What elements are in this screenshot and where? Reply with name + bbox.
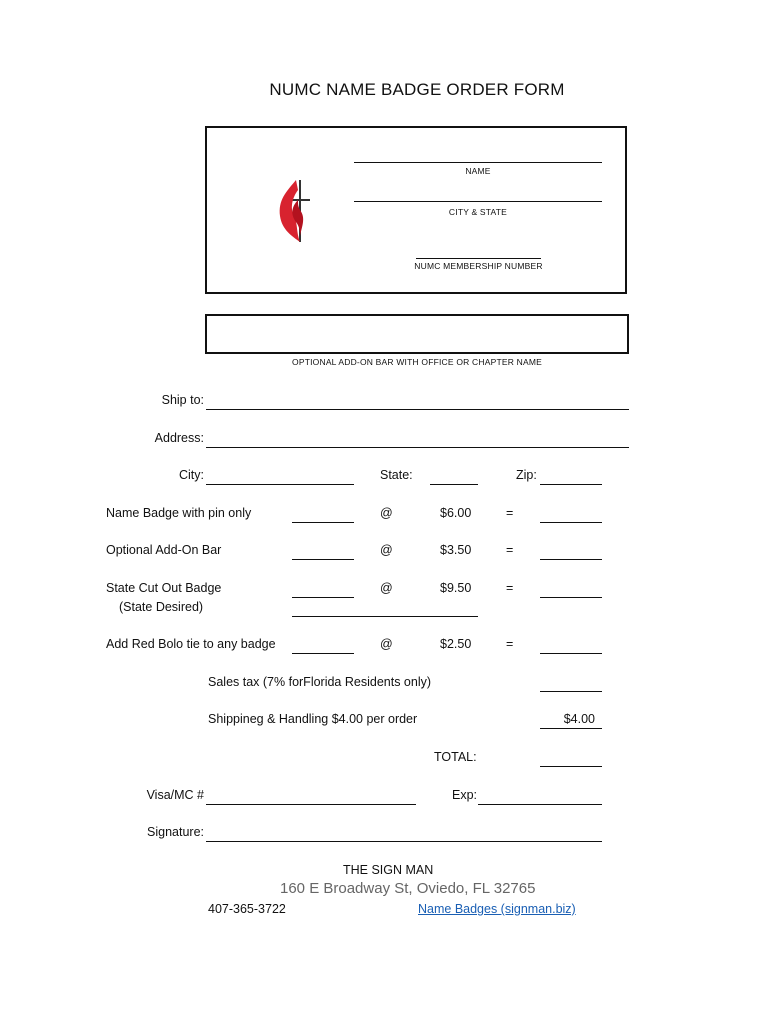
page-title: NUMC NAME BADGE ORDER FORM [269, 80, 565, 99]
item-addon-bar-price: $3.50 [440, 543, 472, 557]
cross-and-flame-logo-icon [276, 178, 318, 244]
item-addon-bar-eq: = [506, 543, 514, 557]
addon-caption: OPTIONAL ADD-ON BAR WITH OFFICE OR CHAPTER NAME [292, 357, 542, 367]
zip-label: Zip: [516, 468, 537, 482]
item-bolo-tie-label: Add Red Bolo tie to any badge [106, 637, 276, 651]
item-name-badge-price: $6.00 [440, 506, 472, 520]
name-caption: NAME [465, 166, 491, 176]
item-state-badge-label: State Cut Out Badge [106, 581, 222, 595]
address-field[interactable] [206, 447, 629, 448]
state-field[interactable] [430, 484, 478, 485]
website-link[interactable]: Name Badges (signman.biz) [418, 902, 576, 916]
addon-bar-preview [205, 314, 629, 354]
item-name-badge-total[interactable] [540, 522, 602, 523]
ship-to-field[interactable] [206, 409, 629, 410]
item-state-badge-total[interactable] [540, 597, 602, 598]
name-line [354, 162, 602, 163]
item-bolo-tie-price: $2.50 [440, 637, 472, 651]
city-field[interactable] [206, 484, 354, 485]
item-name-badge-eq: = [506, 506, 514, 520]
item-state-desired-field[interactable] [292, 616, 478, 617]
sales-tax-label: Sales tax (7% forFlorida Residents only) [208, 675, 432, 689]
item-name-badge-qty[interactable] [292, 522, 354, 523]
item-addon-bar-at: @ [380, 543, 393, 557]
state-label: State: [380, 468, 413, 482]
signature-field[interactable] [206, 841, 602, 842]
ship-to-label: Ship to: [161, 393, 204, 407]
item-name-badge-at: @ [380, 506, 393, 520]
company-address: 160 E Broadway St, Oviedo, FL 32765 [280, 880, 536, 897]
exp-field[interactable] [478, 804, 602, 805]
item-bolo-tie-eq: = [506, 637, 514, 651]
card-number-field[interactable] [206, 804, 416, 805]
item-state-badge-sublabel: (State Desired) [119, 600, 204, 614]
item-bolo-tie-total[interactable] [540, 653, 602, 654]
membership-line [416, 258, 541, 259]
city-state-line [354, 201, 602, 202]
item-state-badge-price: $9.50 [440, 581, 472, 595]
exp-label: Exp: [452, 788, 478, 802]
signature-label: Signature: [147, 825, 204, 839]
total-field[interactable] [540, 766, 602, 767]
shipping-handling-field [540, 728, 602, 729]
total-label: TOTAL: [434, 750, 477, 764]
sales-tax-field[interactable] [540, 691, 602, 692]
item-state-badge-eq: = [506, 581, 514, 595]
company-phone: 407-365-3722 [208, 902, 286, 916]
item-bolo-tie-at: @ [380, 637, 393, 651]
shipping-handling-value: $4.00 [563, 712, 595, 726]
zip-field[interactable] [540, 484, 602, 485]
city-state-caption: CITY & STATE [448, 207, 508, 217]
address-label: Address: [154, 431, 204, 445]
shipping-handling-label: Shippineg & Handling $4.00 per order [208, 712, 418, 726]
item-state-badge-qty[interactable] [292, 597, 354, 598]
company-name: THE SIGN MAN [343, 863, 434, 877]
item-addon-bar-label: Optional Add-On Bar [106, 543, 222, 557]
item-bolo-tie-qty[interactable] [292, 653, 354, 654]
item-name-badge-label: Name Badge with pin only [106, 506, 252, 520]
item-state-badge-at: @ [380, 581, 393, 595]
item-addon-bar-total[interactable] [540, 559, 602, 560]
membership-caption: NUMC MEMBERSHIP NUMBER [414, 261, 543, 271]
card-number-label: Visa/MC # [146, 788, 204, 802]
item-addon-bar-qty[interactable] [292, 559, 354, 560]
city-label: City: [179, 468, 204, 482]
